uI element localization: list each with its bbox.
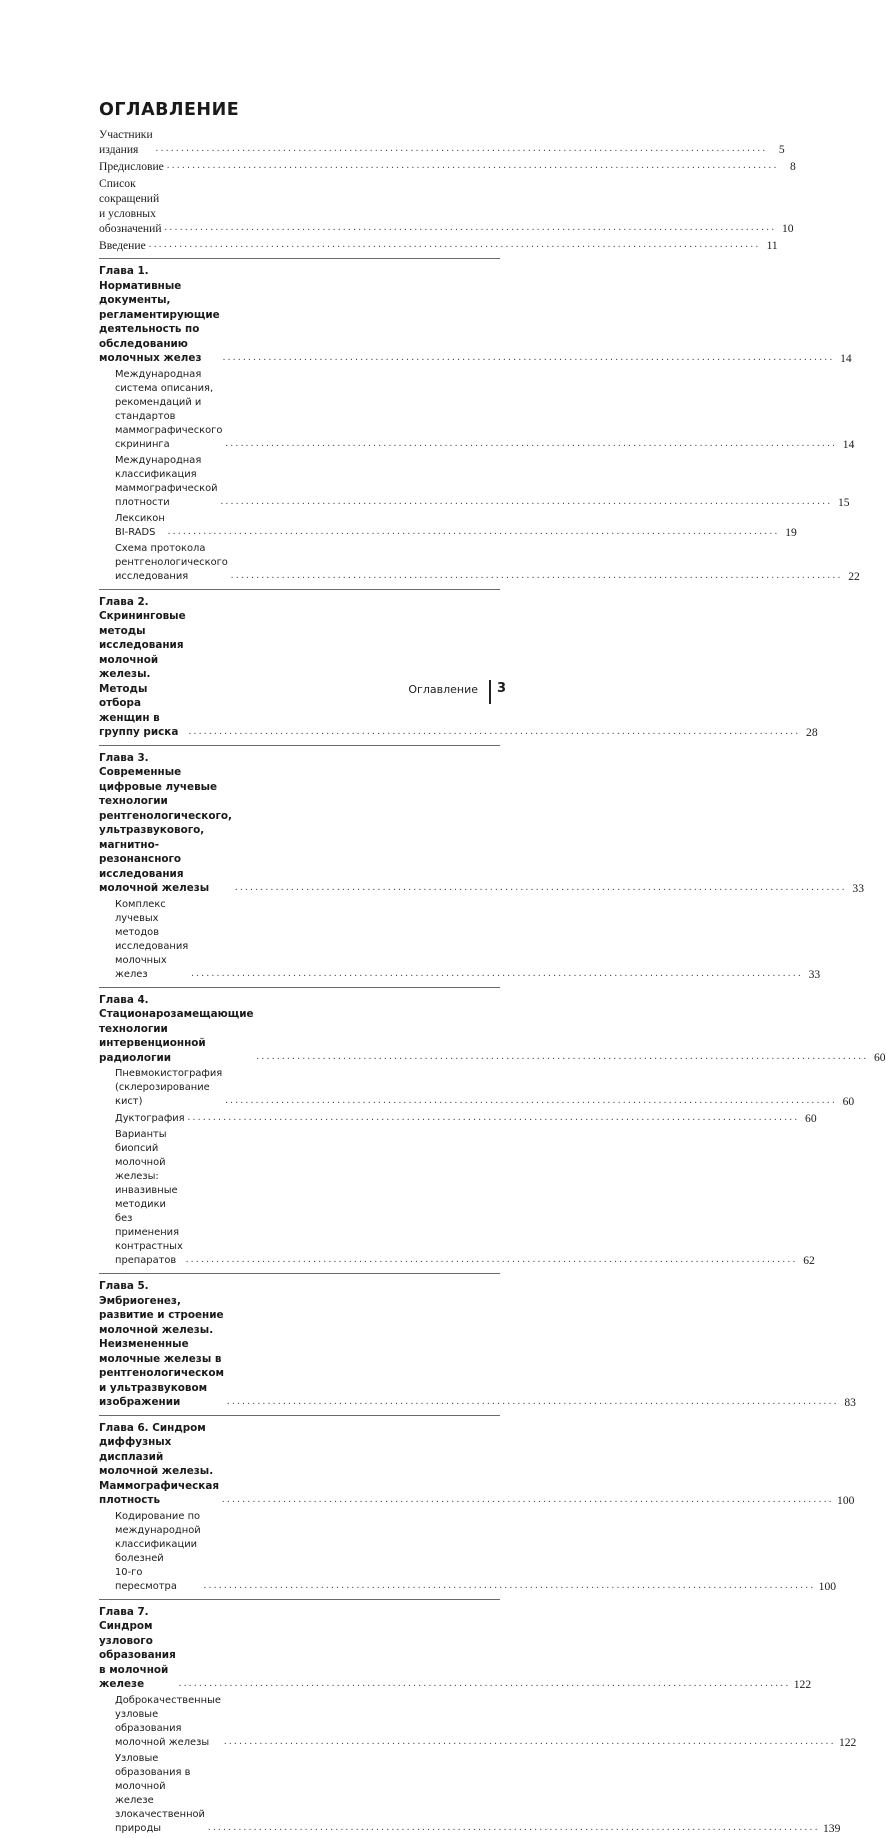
toc-chapter-5[interactable] — [99, 1279, 856, 1410]
subentry-page: 33 — [808, 967, 821, 981]
dot-leader: ........................................................................................................................ — [230, 569, 843, 581]
subentry-text: Комплекс лучевых методов исследования молочных желез — [115, 898, 189, 980]
toc-entry-text: Участники издания — [99, 128, 153, 156]
chapter-page: 60 — [873, 1051, 886, 1064]
toc-entry-page: 5 — [778, 143, 785, 156]
dot-leader: ........................................................................................................................ — [164, 222, 777, 233]
subentry-text: Лексикон BI-RADS — [115, 512, 165, 538]
subentry-page: 139 — [822, 1821, 841, 1835]
page-footer — [0, 680, 600, 704]
dot-leader: ........................................................................................................................ — [178, 1677, 791, 1689]
subentry-text: Доброкачественные узловые образования молочной железы — [115, 1694, 221, 1748]
subentry-text: Международная система описания, рекомендаций и стандартов маммографического скрининга — [115, 368, 223, 450]
toc-entry-abbreviations[interactable] — [99, 176, 794, 236]
chapter-title: Глава 5. Эмбриогенез, развитие и строение молочной железы. Неизмененные молочные железы в рентгенологическом и ультразвуковом изображении — [99, 1280, 224, 1408]
toc-entry-participants[interactable] — [99, 127, 785, 157]
subentry-page: 19 — [785, 525, 797, 539]
subentry-page: 22 — [848, 569, 860, 583]
toc-entry-page: 10 — [781, 222, 794, 235]
dot-leader: ........................................................................................................................ — [185, 1254, 798, 1265]
footer-divider — [489, 680, 491, 704]
dot-leader: ........................................................................................................................ — [148, 239, 761, 250]
section-divider — [99, 1273, 500, 1274]
dot-leader: ........................................................................................................................ — [222, 351, 835, 363]
chapter-page: 33 — [852, 881, 864, 895]
chapter-page: 83 — [844, 1395, 856, 1409]
chapter-title: Глава 1. Нормативные документы, регламентирующие деятельность по обследованию молочных желез — [99, 265, 220, 364]
section-divider — [99, 589, 500, 590]
page-number: 3 — [497, 681, 507, 696]
toc-subentry[interactable] — [99, 1510, 837, 1594]
chapter-page: 28 — [806, 725, 818, 739]
dot-leader: ........................................................................................................................ — [223, 1735, 836, 1747]
table-of-contents — [99, 100, 886, 1838]
toc-subentry[interactable] — [99, 1752, 841, 1836]
subentry-text: Кодирование по международной классификации болезней 10-го пересмотра — [115, 1510, 201, 1592]
subentry-text: Международная классификация маммографической плотности — [115, 454, 218, 508]
dot-leader: ........................................................................................................................ — [191, 967, 804, 979]
subentry-page: 60 — [842, 1095, 855, 1108]
toc-entry-text: Список сокращений и условных обозначений — [99, 177, 162, 235]
toc-entry-page: 8 — [790, 160, 796, 173]
dot-leader: ........................................................................................................................ — [226, 1395, 839, 1407]
subentry-page: 122 — [838, 1735, 857, 1749]
subentry-page: 62 — [803, 1254, 815, 1267]
toc-subentry[interactable] — [99, 454, 850, 510]
dot-leader: ........................................................................................................................ — [167, 525, 780, 537]
toc-subentry[interactable] — [99, 542, 860, 584]
dot-leader: ........................................................................................................................ — [155, 143, 768, 154]
chapter-title: Глава 3. Современные цифровые лучевые технологии рентгенологического, ультразвукового, магнитно-резонансного исследования молочной железы — [99, 751, 232, 894]
subentry-page: 100 — [818, 1579, 837, 1593]
dot-leader: ........................................................................................................................ — [207, 1821, 820, 1833]
subentry-text: Узловые образования в молочной железе злокачественной природы — [115, 1752, 205, 1834]
toc-chapter-4[interactable] — [99, 993, 886, 1066]
toc-entry-introduction[interactable] — [99, 238, 778, 253]
subentry-text: Дуктография — [115, 1113, 185, 1124]
section-divider — [99, 258, 500, 259]
dot-leader: ........................................................................................................................ — [225, 437, 838, 449]
dot-leader: ........................................................................................................................ — [256, 1051, 869, 1062]
toc-subentry[interactable] — [99, 368, 855, 452]
dot-leader: ........................................................................................................................ — [188, 725, 801, 737]
toc-subentry[interactable] — [99, 512, 797, 540]
toc-title: ОГЛАВЛЕНИЕ — [99, 100, 240, 120]
toc-chapter-6[interactable] — [99, 1421, 855, 1508]
dot-leader: ........................................................................................................................ — [166, 160, 779, 171]
chapter-page: 100 — [837, 1493, 855, 1507]
chapter-title: Глава 4. Стационарозамещающие технологии интервенционной радиологии — [99, 993, 254, 1064]
dot-leader: ........................................................................................................................ — [220, 495, 833, 507]
subentry-text: Схема протокола рентгенологического исследования — [115, 542, 228, 582]
chapter-page: 122 — [793, 1677, 812, 1691]
running-footer-label: Оглавление — [408, 683, 478, 696]
dot-leader: ........................................................................................................................ — [225, 1095, 838, 1106]
dot-leader: ........................................................................................................................ — [222, 1493, 835, 1505]
section-divider — [99, 1415, 500, 1416]
subentry-text: Варианты биопсий молочной железы: инвазивные методики без применения контрастных препаратов — [115, 1129, 183, 1266]
toc-subentry[interactable] — [99, 1694, 857, 1750]
subentry-page: 60 — [805, 1112, 817, 1125]
toc-subentry[interactable] — [99, 1128, 815, 1268]
dot-leader: ........................................................................................................................ — [234, 881, 847, 893]
dot-leader: ........................................................................................................................ — [203, 1579, 816, 1591]
section-divider — [99, 987, 500, 988]
toc-chapter-3[interactable] — [99, 751, 864, 896]
chapter-title: Глава 2. Скрининговые методы исследования молочной железы. Методы отбора женщин в группу риска — [99, 595, 186, 738]
section-divider — [99, 745, 500, 746]
toc-chapter-2[interactable] — [99, 595, 818, 740]
subentry-page: 15 — [837, 495, 850, 509]
toc-subentry[interactable] — [99, 898, 821, 982]
toc-entry-preface[interactable] — [99, 159, 796, 174]
subentry-page: 14 — [842, 437, 855, 451]
toc-entry-text: Предисловие — [99, 160, 164, 173]
toc-subentry[interactable] — [99, 1111, 817, 1126]
toc-subentry[interactable] — [99, 1067, 855, 1109]
chapter-title: Глава 7. Синдром узлового образования в молочной железе — [99, 1605, 176, 1690]
toc-entry-page: 11 — [766, 239, 778, 252]
toc-chapter-1[interactable] — [99, 264, 852, 366]
chapter-title: Глава 6. Синдром диффузных дисплазий молочной железы. Маммографическая плотность — [99, 1421, 220, 1506]
toc-chapter-7[interactable] — [99, 1605, 812, 1692]
subentry-text: Пневмокистография (склерозирование кист) — [115, 1068, 223, 1107]
toc-entry-text: Введение — [99, 239, 146, 252]
section-divider — [99, 1599, 500, 1600]
dot-leader: ........................................................................................................................ — [187, 1112, 800, 1123]
chapter-page: 14 — [840, 351, 852, 365]
